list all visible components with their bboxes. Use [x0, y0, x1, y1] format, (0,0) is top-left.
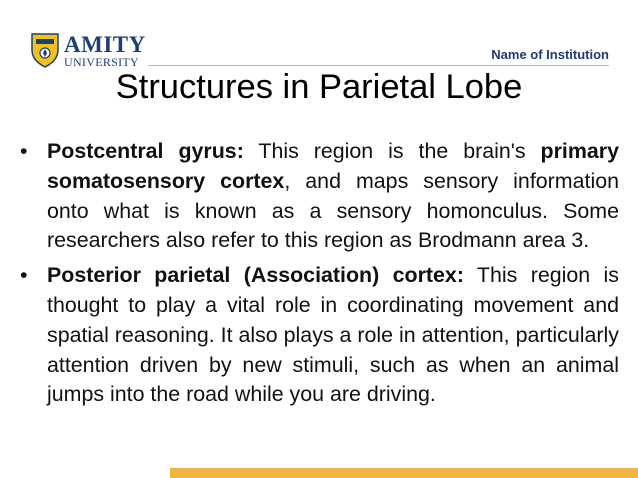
amity-logo: [30, 32, 146, 70]
bullet-text: This region is the brain's: [243, 139, 541, 163]
university-crest-icon: [30, 32, 60, 68]
bullet-term: Posterior parietal (Association) cortex:: [47, 263, 464, 288]
logo-name: AMITY: [64, 32, 146, 57]
bullet-icon: •: [20, 139, 28, 163]
bullet-text: , and maps sensory information onto what is known as a sensory homonculus. Some researchers also refer to this region as Brodmann area 3.: [47, 168, 619, 253]
bullet-item-postcentral-gyrus: [20, 137, 619, 256]
footer-accent-bar: [170, 468, 638, 478]
bullet-emphasis: primary somatosensory cortex: [47, 139, 619, 193]
slide-title: Structures in Parietal Lobe: [115, 68, 523, 106]
institution-name: Name of Institution: [491, 47, 609, 62]
bullet-item-posterior-parietal-cortex: [20, 261, 619, 410]
logo-subtitle: UNIVERSITY: [64, 55, 139, 69]
bullet-term: Postcentral gyrus:: [47, 139, 244, 163]
bullet-text: This region is thought to play a vital role in coordinating movement and spatial reasoning. It also plays a role in attention, particularly attention driven by new stimuli, such as when an animal jumps into the road while you are driving.: [47, 263, 619, 407]
bullet-list: [20, 137, 619, 410]
bullet-icon: •: [20, 263, 28, 288]
